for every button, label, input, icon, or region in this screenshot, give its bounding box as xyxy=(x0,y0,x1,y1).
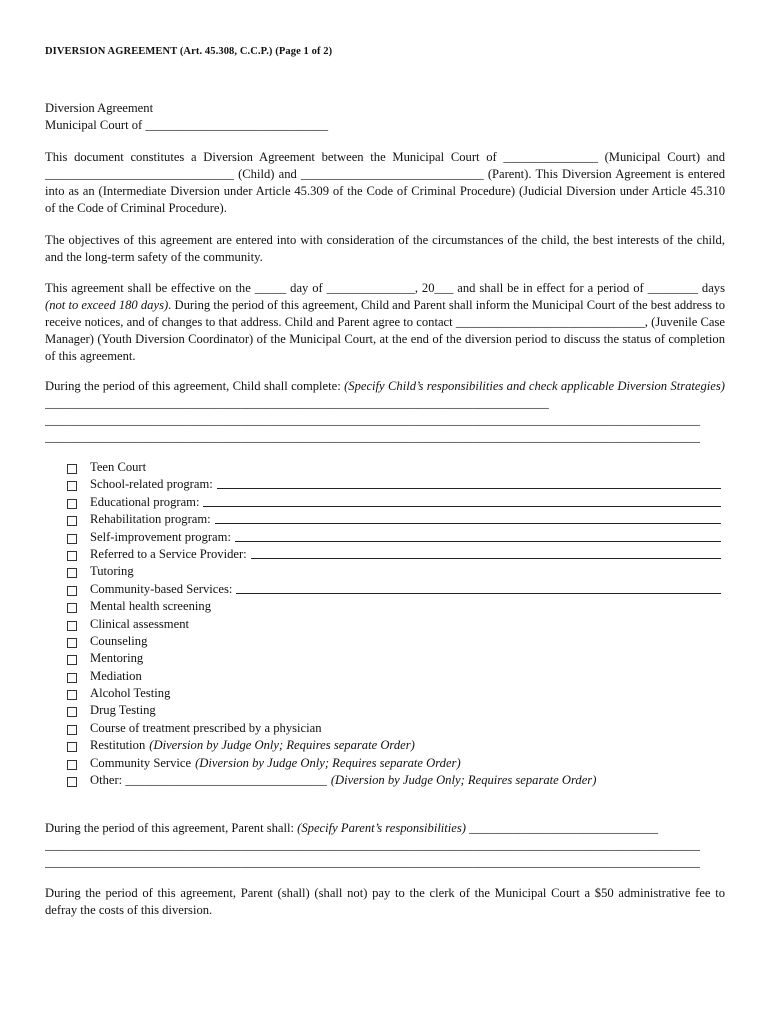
effective-period-paragraph xyxy=(45,280,725,365)
agreement-title-block xyxy=(45,100,725,134)
checkbox[interactable] xyxy=(67,603,77,613)
strategy-label: School-related program: xyxy=(90,477,213,492)
child-responsibilities-section xyxy=(45,378,725,446)
strategy-note: (Diversion by Judge Only; Requires separate Order) xyxy=(330,773,597,788)
checkbox[interactable] xyxy=(67,725,77,735)
checkbox[interactable] xyxy=(67,655,77,665)
municipal-court-line: Municipal Court of _____________________________ xyxy=(45,118,328,132)
strategy-item xyxy=(67,737,727,754)
strategy-label: Mediation xyxy=(90,668,142,683)
objectives-paragraph: The objectives of this agreement are entered into with consideration of the circumstances of the child, the best interests of the child, and the long-term safety of the community. xyxy=(45,233,725,264)
strategy-blank[interactable] xyxy=(235,529,721,542)
strategy-item xyxy=(67,633,727,650)
child-instructions: (Specify Child’s responsibilities and check applicable Diversion Strategies) xyxy=(344,379,725,393)
checkbox[interactable] xyxy=(67,707,77,717)
strategy-item xyxy=(67,494,727,511)
strategy-label: Community Service xyxy=(90,755,192,770)
child-responsibilities-lead xyxy=(45,378,725,412)
strategy-label: Teen Court xyxy=(90,460,147,474)
strategy-item xyxy=(67,668,727,685)
strategy-label: Educational program: xyxy=(90,494,200,509)
strategy-blank[interactable] xyxy=(215,511,721,524)
strategy-label: Clinical assessment xyxy=(90,616,189,631)
strategy-item xyxy=(67,720,727,737)
days-limit-note: (not to exceed 180 days) xyxy=(45,298,169,312)
strategy-item xyxy=(67,772,727,789)
checkbox[interactable] xyxy=(67,516,77,526)
checkbox[interactable] xyxy=(67,742,77,752)
parent-responsibilities-section xyxy=(45,820,725,871)
checkbox[interactable] xyxy=(67,568,77,578)
strategy-label: Rehabilitation program: xyxy=(90,512,211,527)
parent-blank-3[interactable]: ________________________________________________________________________________________________________ xyxy=(45,855,700,869)
strategy-label: Community-based Services: xyxy=(90,581,233,596)
parent-blank-1[interactable]: ______________________________ xyxy=(466,821,659,835)
child-blank-2[interactable]: ________________________________________________________________________________________________________ xyxy=(45,413,700,427)
parent-blank-2[interactable]: ________________________________________________________________________________________________________ xyxy=(45,838,700,852)
strategy-item xyxy=(67,581,727,598)
strategy-blank[interactable] xyxy=(251,546,721,559)
strategy-item xyxy=(67,598,727,615)
checkbox[interactable] xyxy=(67,551,77,561)
strategy-item xyxy=(67,476,727,493)
checkbox[interactable] xyxy=(67,673,77,683)
strategy-blank[interactable] xyxy=(217,476,721,489)
strategy-item xyxy=(67,650,727,667)
checkbox[interactable] xyxy=(67,638,77,648)
page-header: DIVERSION AGREEMENT (Art. 45.308, C.C.P.) (Page 1 of 2) xyxy=(45,46,333,57)
parent-lead-text: During the period of this agreement, Parent shall: xyxy=(45,821,298,835)
intro-paragraph: This document constitutes a Diversion Agreement between the Municipal Court of _______________ (Municipal Court) and ______________________________ (Child) and _____________________________ (Parent). This Diversion Agreement is entered into as an (Intermediate Diversion under Article 45.309 of the Code of Criminal Procedure) (Judicial Diversion under Article 45.310 of the Code of Criminal Procedure). xyxy=(45,150,725,215)
checkbox[interactable] xyxy=(67,621,77,631)
checkbox[interactable] xyxy=(67,586,77,596)
strategy-item xyxy=(67,685,727,702)
child-blank-1[interactable]: ________________________________________________________________________________ xyxy=(45,396,549,410)
effective-text-b: . During the period of this agreement, Child and Parent shall inform the Municipal Court of the best address to receive notices, and of changes to that address. Child and Parent agree to contact ______________________________, (Juvenile Case Manager) (Youth Diversion Coordinator) of the Municipal Court, at the end of the diversion period to discuss the status of completion of this agreement. xyxy=(45,298,725,363)
checkbox[interactable] xyxy=(67,534,77,544)
strategy-label: Restitution xyxy=(90,738,146,753)
parent-instructions: (Specify Parent’s responsibilities) xyxy=(297,821,466,835)
strategy-label: Referred to a Service Provider: xyxy=(90,546,247,561)
strategy-item xyxy=(67,616,727,633)
strategy-item xyxy=(67,511,727,528)
checkbox[interactable] xyxy=(67,481,77,491)
strategy-label: Self-improvement program: xyxy=(90,529,231,544)
checkbox[interactable] xyxy=(67,760,77,770)
checkbox[interactable] xyxy=(67,690,77,700)
strategy-label: Counseling xyxy=(90,633,148,648)
parent-responsibilities-lead xyxy=(45,820,725,837)
diversion-strategies-list xyxy=(67,459,727,789)
fee-paragraph: During the period of this agreement, Parent (shall) (shall not) pay to the clerk of the Municipal Court a $50 administrative fee to defray the costs of this diversion. xyxy=(45,886,725,917)
effective-text-a: This agreement shall be effective on the _____ day of ______________, 20___ and shall be in effect for a period of ________ days xyxy=(45,281,725,295)
strategy-label: Mentoring xyxy=(90,651,144,666)
strategy-label: Alcohol Testing xyxy=(90,686,171,701)
strategy-blank[interactable] xyxy=(203,494,721,507)
strategy-item xyxy=(67,563,727,580)
strategy-label: Drug Testing xyxy=(90,703,156,718)
strategy-item xyxy=(67,546,727,563)
strategy-item xyxy=(67,702,727,719)
strategy-item xyxy=(67,459,727,476)
strategy-label: Tutoring xyxy=(90,564,134,579)
checkbox[interactable] xyxy=(67,499,77,509)
strategy-blank[interactable] xyxy=(236,581,721,594)
checkbox[interactable] xyxy=(67,777,77,787)
strategy-note: (Diversion by Judge Only; Requires separate Order) xyxy=(195,755,461,770)
child-blank-3[interactable]: ________________________________________________________________________________________________________ xyxy=(45,430,700,444)
strategy-label: Other: ________________________________ xyxy=(90,773,327,788)
strategy-label: Mental health screening xyxy=(90,599,211,614)
strategy-item xyxy=(67,529,727,546)
strategy-item xyxy=(67,755,727,772)
strategy-label: Course of treatment prescribed by a physician xyxy=(90,720,322,735)
child-lead-text: During the period of this agreement, Child shall complete: xyxy=(45,379,345,393)
agreement-title: Diversion Agreement xyxy=(45,101,154,115)
strategy-note: (Diversion by Judge Only; Requires separate Order) xyxy=(149,738,415,753)
checkbox[interactable] xyxy=(67,464,77,474)
